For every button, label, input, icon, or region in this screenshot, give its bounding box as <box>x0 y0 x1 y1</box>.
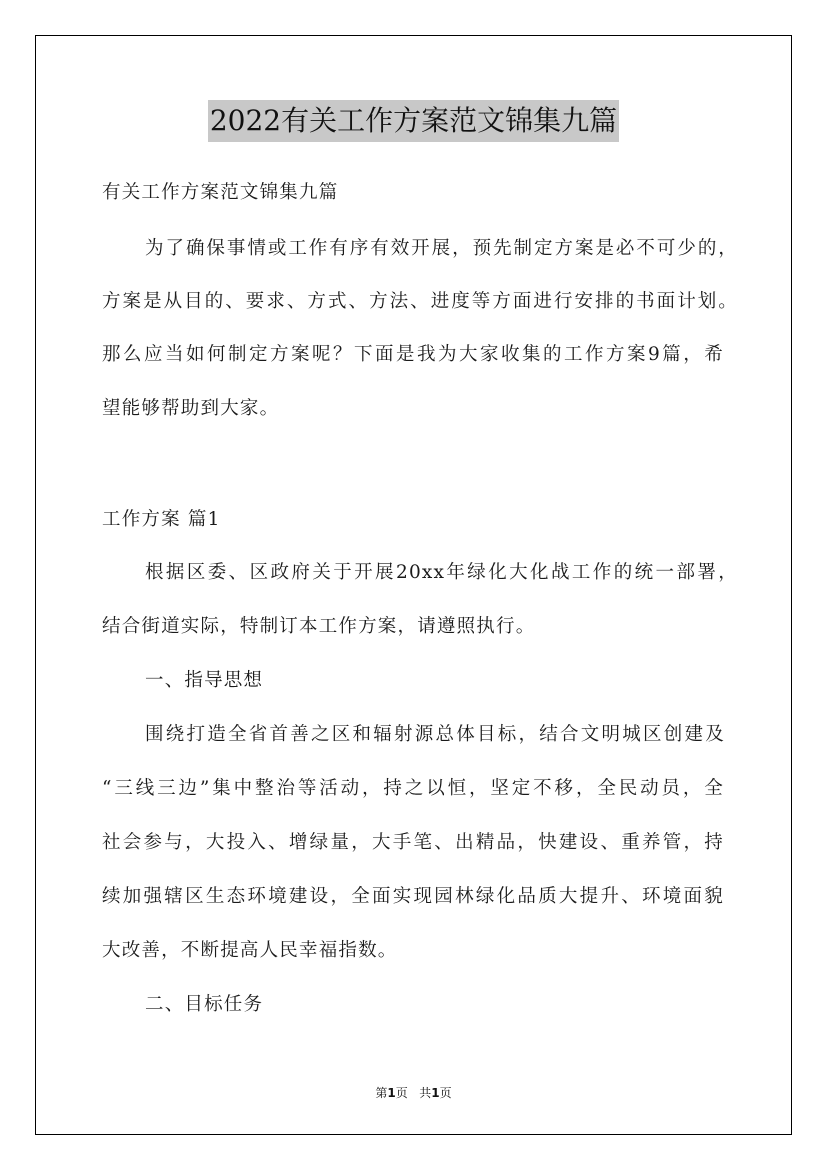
document-title: 2022有关工作方案范文锦集九篇 <box>208 100 619 142</box>
section-para2-line-1: 围绕打造全省首善之区和辐射源总体目标，结合文明城区创建及 <box>145 724 725 745</box>
heading-goals-tasks: 二、目标任务 <box>145 994 264 1015</box>
intro-line-4: 望能够帮助到大家。 <box>102 398 280 419</box>
section-para2-line-2: “三线三边”集中整治等活动，持之以恒，坚定不移，全民动员，全 <box>102 778 724 799</box>
footer-total-label-a: 共 <box>419 1086 432 1100</box>
subtitle: 有关工作方案范文锦集九篇 <box>102 182 339 203</box>
footer-page-number: 1 <box>387 1086 396 1100</box>
section-para1-line-2: 结合街道实际，特制订本工作方案，请遵照执行。 <box>102 616 536 637</box>
heading-guiding-ideology: 一、指导思想 <box>145 670 264 691</box>
intro-line-3: 那么应当如何制定方案呢？下面是我为大家收集的工作方案9篇，希 <box>102 344 724 365</box>
section-para2-line-4: 续加强辖区生态环境建设，全面实现园林绿化品质大提升、环境面貌 <box>102 886 724 907</box>
footer-page-label-a: 第 <box>375 1086 388 1100</box>
footer-total-label-b: 页 <box>439 1086 452 1100</box>
section-para1-line-1: 根据区委、区政府关于开展20xx年绿化大化战工作的统一部署， <box>145 562 738 583</box>
page-footer <box>0 1084 827 1101</box>
footer-total-number: 1 <box>431 1086 440 1100</box>
section-heading: 工作方案 篇1 <box>102 509 221 530</box>
section-para2-line-5: 大改善，不断提高人民幸福指数。 <box>102 940 398 961</box>
section-para2-line-3: 社会参与，大投入、增绿量，大手笔、出精品，快建设、重养管，持 <box>102 832 724 853</box>
title-wrap <box>0 100 827 142</box>
intro-line-1: 为了确保事情或工作有序有效开展，预先制定方案是必不可少的， <box>145 238 738 259</box>
intro-line-2: 方案是从目的、要求、方式、方法、进度等方面进行安排的书面计划。 <box>102 291 738 312</box>
footer-page-label-b: 页 <box>395 1086 408 1100</box>
